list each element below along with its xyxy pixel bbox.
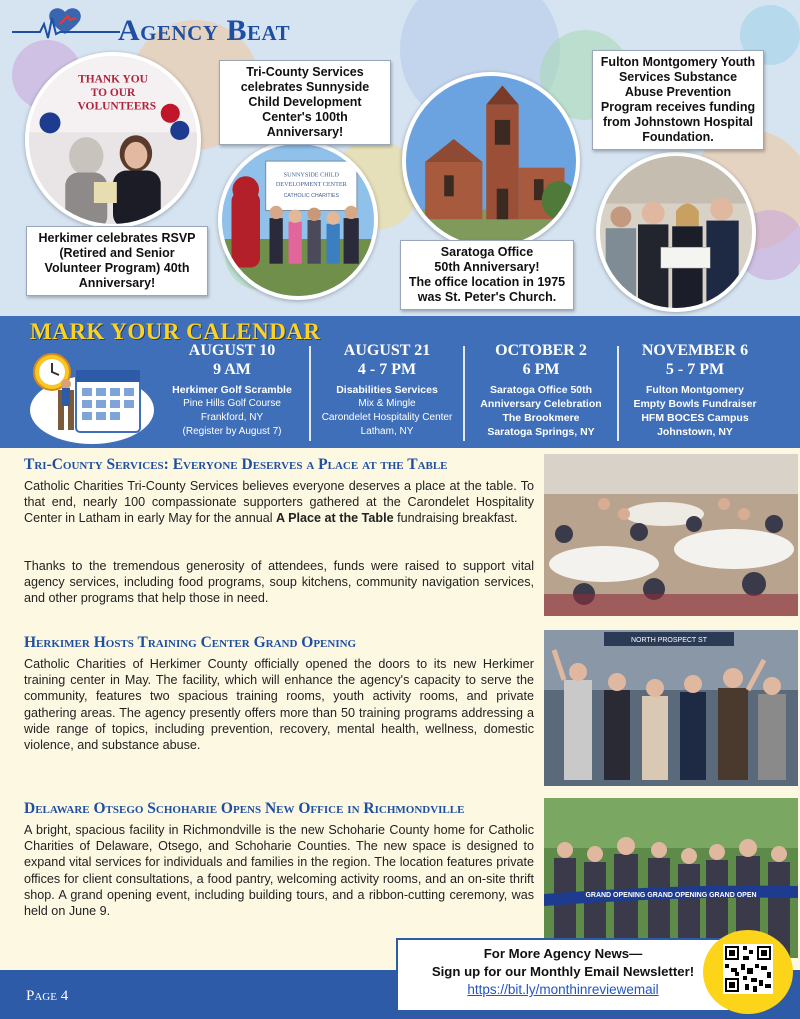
photo-saratoga-church [402, 72, 580, 250]
calendar-event [465, 342, 617, 439]
event-detail: HFM BOCES Campus [641, 412, 749, 424]
event-detail: Empty Bowls Fundraiser [633, 398, 757, 410]
event-date: NOVEMBER 6 [641, 342, 749, 359]
heart-heartbeat-icon [10, 6, 120, 46]
article-paragraph: Catholic Charities of Herkimer County officially opened the doors to its new Herkimer training center in May. The facility, which will enhance the agency's capacity to serve the community, features two spacious training rooms, youth activity rooms, and private gathering areas. The agency presently offers more than 50 training programs addressing a wide range of topics, including prevention, recovery, mental health, wellness, domestic violence, and substance abuse. [24, 657, 534, 753]
event-time: 5 - 7 PM [665, 361, 725, 378]
photo-rsvp-volunteers [25, 52, 201, 228]
newsletter-link[interactable]: https://bit.ly/monthinreviewemail [467, 982, 659, 997]
calendar-event [156, 342, 308, 439]
caption-tri-county: Tri-County Services celebrates Sunnyside Child Development Center's 100th Anniversary! [219, 60, 391, 145]
article-heading: Tri-County Services: Everyone Deserves a Place at the Table [24, 456, 448, 473]
calendar-event [311, 342, 463, 439]
event-date: AUGUST 21 [343, 342, 431, 359]
sign-text-line2: DEVELOPMENT CENTER [275, 181, 347, 188]
photo-sunnyside-center [218, 140, 378, 300]
sign-text-line3: CATHOLIC CHARITIES [283, 193, 339, 200]
newsletter-line2: Sign up for our Monthly Email Newsletter! [431, 964, 695, 979]
photo-sign-line1: THANK YOU [78, 73, 148, 86]
sign-text-line1: SUNNYSIDE CHILD [283, 172, 339, 179]
event-date: AUGUST 10 [188, 342, 276, 359]
event-date: OCTOBER 2 [495, 342, 587, 359]
ribbon-text: GRAND OPENING GRAND OPENING GRAND OPEN [585, 892, 757, 899]
newsletter-line1: For More Agency News— [483, 946, 643, 961]
photo-sign-line3: VOLUNTEERS [77, 100, 157, 113]
calendar-event [619, 342, 771, 439]
qr-code-icon[interactable] [723, 944, 773, 994]
event-detail: Anniversary Celebration [480, 398, 602, 410]
event-detail: Johnstown, NY [657, 426, 733, 438]
event-name: Herkimer Golf Scramble [172, 384, 292, 396]
event-detail: The Brookmere [502, 412, 580, 424]
event-name-bold: A Place at the Table [276, 511, 394, 526]
event-name: Disabilities Services [336, 384, 438, 396]
event-detail: Pine Hills Golf Course [183, 398, 281, 409]
article-text: Catholic Charities Tri-County Services believes everyone deserves a place at the table. To that end, nearly 100 compassionate supporters gathered at the Carondelet Hospitality Center in Latham in early May for the annual [24, 479, 534, 526]
page-number: Page 4 [26, 988, 69, 1004]
event-detail: Carondelet Hospitality Center [321, 412, 453, 423]
photo-breakfast-event [544, 454, 798, 616]
calendar-title: MARK YOUR CALENDAR [30, 319, 321, 344]
caption-herkimer-rsvp: Herkimer celebrates RSVP (Retired and Senior Volunteer Program) 40th Anniversary! [26, 226, 208, 296]
calendar-band [0, 316, 800, 448]
photo-fulton-check [596, 152, 756, 312]
header-collage [0, 0, 800, 316]
caption-saratoga [400, 240, 574, 310]
newsletter-box [396, 938, 730, 1012]
photo-sign-line2: TO OUR [90, 87, 136, 100]
event-time: 4 - 7 PM [357, 361, 417, 378]
photo-herkimer-opening [544, 630, 798, 786]
article-heading: Delaware Otsego Schoharie Opens New Office in Richmondville [24, 800, 465, 817]
article-paragraph [24, 478, 534, 527]
event-detail: Saratoga Springs, NY [487, 426, 595, 438]
article-paragraph: Thanks to the tremendous generosity of attendees, funds were raised to support vital agency services, including food programs, soup kitchens, community navigation services, and other programs that help those in need. [24, 559, 534, 606]
event-detail: (Register by August 7) [182, 426, 282, 437]
caption-saratoga-line2: 50th Anniversary! [434, 260, 540, 274]
caption-saratoga-line3: The office location in 1975 [408, 275, 566, 289]
page-title: Agency Beat [118, 14, 291, 47]
event-time: 9 AM [213, 361, 251, 378]
article-heading: Herkimer Hosts Training Center Grand Opening [24, 634, 357, 651]
article-paragraph: A bright, spacious facility in Richmondville is the new Schoharie County home for Catholic Charities of Delaware, Otsego, and Schoharie Counties. The new space is designed to expand vital services for individuals and families in the region. The location features private offices for client consultations, a food pantry, welcoming activity rooms, and an on-site thrift shop. A grand opening event, including building tours, and a ribbon-cutting ceremony, was held on June 9. [24, 823, 534, 919]
article-section [0, 448, 800, 970]
event-name: Fulton Montgomery [646, 384, 744, 396]
caption-fulton: Fulton Montgomery Youth Services Substance Abuse Prevention Program receives funding from Johnstown Hospital Foundation. [592, 50, 764, 150]
caption-saratoga-line1: Saratoga Office [440, 245, 534, 259]
calendar-clock-icon [28, 350, 156, 444]
event-detail: Frankford, NY [200, 412, 264, 423]
caption-saratoga-line4: was St. Peter's Church. [417, 290, 557, 304]
event-detail: Mix & Mingle [358, 398, 416, 409]
event-detail: Latham, NY [360, 426, 414, 437]
event-name: Saratoga Office 50th [489, 384, 593, 396]
event-time: 6 PM [522, 361, 560, 378]
photo-banner-text: NORTH PROSPECT ST [631, 637, 707, 644]
article-text: fundraising breakfast. [393, 511, 518, 526]
